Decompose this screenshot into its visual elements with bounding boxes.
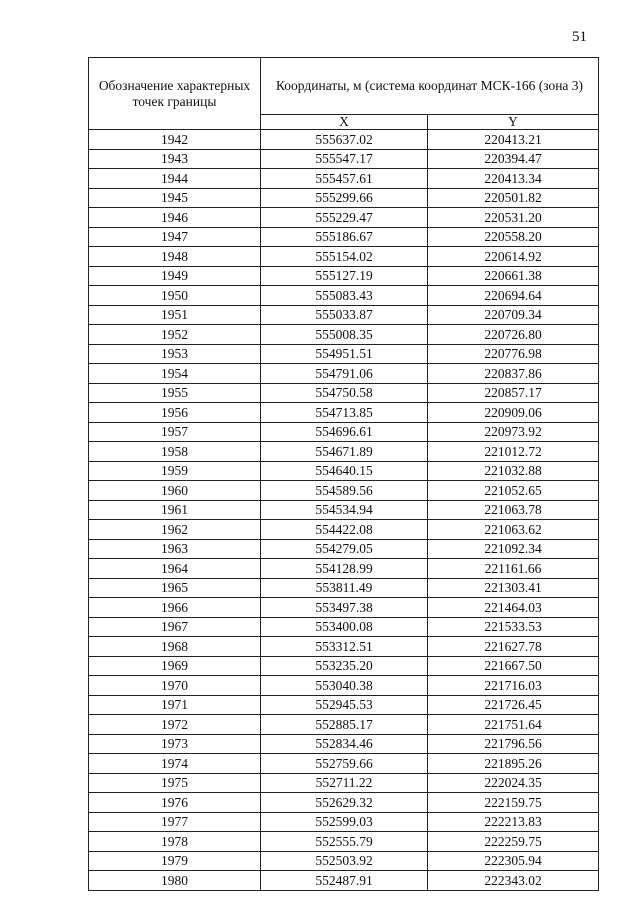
- table-row: [89, 227, 599, 247]
- table-row: [89, 773, 599, 793]
- table-row: [89, 422, 599, 442]
- x-cell: 552885.17: [261, 715, 428, 735]
- table-row: [89, 871, 599, 891]
- table-row: [89, 539, 599, 559]
- table-row: [89, 403, 599, 423]
- point-cell: 1970: [89, 676, 261, 696]
- point-cell: 1951: [89, 305, 261, 325]
- x-cell: 555299.66: [261, 188, 428, 208]
- table-row: [89, 734, 599, 754]
- y-cell: 222213.83: [428, 812, 599, 832]
- x-cell: 553235.20: [261, 656, 428, 676]
- y-cell: 221533.53: [428, 617, 599, 637]
- y-cell: 222259.75: [428, 832, 599, 852]
- y-cell: 221092.34: [428, 539, 599, 559]
- x-column-header: X: [261, 115, 428, 130]
- x-cell: 555154.02: [261, 247, 428, 267]
- table-row: [89, 266, 599, 286]
- x-cell: 555229.47: [261, 208, 428, 228]
- y-cell: 220694.64: [428, 286, 599, 306]
- table-row: [89, 695, 599, 715]
- point-cell: 1969: [89, 656, 261, 676]
- y-cell: 220614.92: [428, 247, 599, 267]
- y-cell: 220709.34: [428, 305, 599, 325]
- table-row: [89, 481, 599, 501]
- x-cell: 554791.06: [261, 364, 428, 384]
- y-cell: 221161.66: [428, 559, 599, 579]
- point-cell: 1955: [89, 383, 261, 403]
- x-cell: 552759.66: [261, 754, 428, 774]
- point-cell: 1977: [89, 812, 261, 832]
- point-cell: 1972: [89, 715, 261, 735]
- point-cell: 1980: [89, 871, 261, 891]
- point-cell: 1952: [89, 325, 261, 345]
- x-cell: 554534.94: [261, 500, 428, 520]
- x-cell: 554696.61: [261, 422, 428, 442]
- y-cell: 220531.20: [428, 208, 599, 228]
- point-cell: 1973: [89, 734, 261, 754]
- point-cell: 1959: [89, 461, 261, 481]
- point-cell: 1958: [89, 442, 261, 462]
- x-cell: 553312.51: [261, 637, 428, 657]
- coordinates-table: [88, 57, 599, 891]
- y-cell: 221303.41: [428, 578, 599, 598]
- x-cell: 553811.49: [261, 578, 428, 598]
- coordinates-header: Координаты, м (система координат МСК-166 (зона 3): [261, 58, 599, 115]
- point-cell: 1968: [89, 637, 261, 657]
- y-cell: 222159.75: [428, 793, 599, 813]
- x-cell: 552503.92: [261, 851, 428, 871]
- table-row: [89, 500, 599, 520]
- y-cell: 220661.38: [428, 266, 599, 286]
- point-cell: 1960: [89, 481, 261, 501]
- table-row: [89, 344, 599, 364]
- point-cell: 1966: [89, 598, 261, 618]
- table-row: [89, 715, 599, 735]
- y-cell: 221895.26: [428, 754, 599, 774]
- table-row: [89, 188, 599, 208]
- y-cell: 220413.34: [428, 169, 599, 189]
- y-cell: 221667.50: [428, 656, 599, 676]
- y-cell: 221052.65: [428, 481, 599, 501]
- x-cell: 554713.85: [261, 403, 428, 423]
- table-row: [89, 286, 599, 306]
- table-row: [89, 383, 599, 403]
- y-cell: 221726.45: [428, 695, 599, 715]
- point-cell: 1976: [89, 793, 261, 813]
- y-cell: 220909.06: [428, 403, 599, 423]
- x-cell: 554128.99: [261, 559, 428, 579]
- point-cell: 1942: [89, 130, 261, 150]
- x-cell: 554671.89: [261, 442, 428, 462]
- point-cell: 1965: [89, 578, 261, 598]
- point-cell: 1948: [89, 247, 261, 267]
- y-cell: 220558.20: [428, 227, 599, 247]
- x-cell: 554422.08: [261, 520, 428, 540]
- x-cell: 555637.02: [261, 130, 428, 150]
- y-cell: 221063.78: [428, 500, 599, 520]
- y-cell: 221063.62: [428, 520, 599, 540]
- table-row: [89, 364, 599, 384]
- table-row: [89, 461, 599, 481]
- table-row: [89, 851, 599, 871]
- x-cell: 552711.22: [261, 773, 428, 793]
- point-cell: 1961: [89, 500, 261, 520]
- table-row: [89, 793, 599, 813]
- table-row: [89, 149, 599, 169]
- table-row: [89, 656, 599, 676]
- y-cell: 220973.92: [428, 422, 599, 442]
- y-cell: 220776.98: [428, 344, 599, 364]
- table-row: [89, 598, 599, 618]
- point-cell: 1971: [89, 695, 261, 715]
- point-cell: 1944: [89, 169, 261, 189]
- x-cell: 555186.67: [261, 227, 428, 247]
- x-cell: 552945.53: [261, 695, 428, 715]
- x-cell: 552599.03: [261, 812, 428, 832]
- point-cell: 1962: [89, 520, 261, 540]
- table-row: [89, 305, 599, 325]
- y-cell: 221627.78: [428, 637, 599, 657]
- table-row: [89, 520, 599, 540]
- page-number: 51: [572, 29, 587, 45]
- point-cell: 1967: [89, 617, 261, 637]
- x-cell: 553497.38: [261, 598, 428, 618]
- table-row: [89, 325, 599, 345]
- y-cell: 221796.56: [428, 734, 599, 754]
- x-cell: 552629.32: [261, 793, 428, 813]
- x-cell: 554750.58: [261, 383, 428, 403]
- table-row: [89, 442, 599, 462]
- x-cell: 555033.87: [261, 305, 428, 325]
- y-cell: 222305.94: [428, 851, 599, 871]
- y-cell: 222343.02: [428, 871, 599, 891]
- point-cell: 1979: [89, 851, 261, 871]
- point-cell: 1953: [89, 344, 261, 364]
- table-row: [89, 130, 599, 150]
- x-cell: 553040.38: [261, 676, 428, 696]
- x-cell: 554279.05: [261, 539, 428, 559]
- x-cell: 554640.15: [261, 461, 428, 481]
- point-label-header: Обозначение характерных точек границы: [89, 58, 261, 130]
- table-row: [89, 208, 599, 228]
- table-row: [89, 812, 599, 832]
- table-row: [89, 559, 599, 579]
- point-cell: 1954: [89, 364, 261, 384]
- y-cell: 221464.03: [428, 598, 599, 618]
- y-cell: 220726.80: [428, 325, 599, 345]
- y-cell: 221716.03: [428, 676, 599, 696]
- y-cell: 220413.21: [428, 130, 599, 150]
- y-cell: 220857.17: [428, 383, 599, 403]
- x-cell: 555083.43: [261, 286, 428, 306]
- x-cell: 552834.46: [261, 734, 428, 754]
- point-cell: 1957: [89, 422, 261, 442]
- point-cell: 1964: [89, 559, 261, 579]
- table-row: [89, 832, 599, 852]
- point-cell: 1975: [89, 773, 261, 793]
- x-cell: 552555.79: [261, 832, 428, 852]
- table-row: [89, 754, 599, 774]
- y-cell: 221751.64: [428, 715, 599, 735]
- point-cell: 1946: [89, 208, 261, 228]
- x-cell: 554951.51: [261, 344, 428, 364]
- table-row: [89, 578, 599, 598]
- table-row: [89, 247, 599, 267]
- y-cell: 220501.82: [428, 188, 599, 208]
- y-cell: 220394.47: [428, 149, 599, 169]
- y-cell: 221032.88: [428, 461, 599, 481]
- point-cell: 1974: [89, 754, 261, 774]
- x-cell: 554589.56: [261, 481, 428, 501]
- point-cell: 1945: [89, 188, 261, 208]
- table-header: [89, 58, 599, 130]
- point-cell: 1947: [89, 227, 261, 247]
- x-cell: 552487.91: [261, 871, 428, 891]
- table-row: [89, 169, 599, 189]
- y-cell: 222024.35: [428, 773, 599, 793]
- point-cell: 1978: [89, 832, 261, 852]
- x-cell: 555008.35: [261, 325, 428, 345]
- point-cell: 1956: [89, 403, 261, 423]
- x-cell: 555547.17: [261, 149, 428, 169]
- x-cell: 553400.08: [261, 617, 428, 637]
- y-cell: 221012.72: [428, 442, 599, 462]
- point-cell: 1949: [89, 266, 261, 286]
- table-row: [89, 617, 599, 637]
- x-cell: 555457.61: [261, 169, 428, 189]
- y-column-header: Y: [428, 115, 599, 130]
- point-cell: 1963: [89, 539, 261, 559]
- point-cell: 1943: [89, 149, 261, 169]
- table-row: [89, 637, 599, 657]
- x-cell: 555127.19: [261, 266, 428, 286]
- table-body: [89, 130, 599, 891]
- table-row: [89, 676, 599, 696]
- point-cell: 1950: [89, 286, 261, 306]
- y-cell: 220837.86: [428, 364, 599, 384]
